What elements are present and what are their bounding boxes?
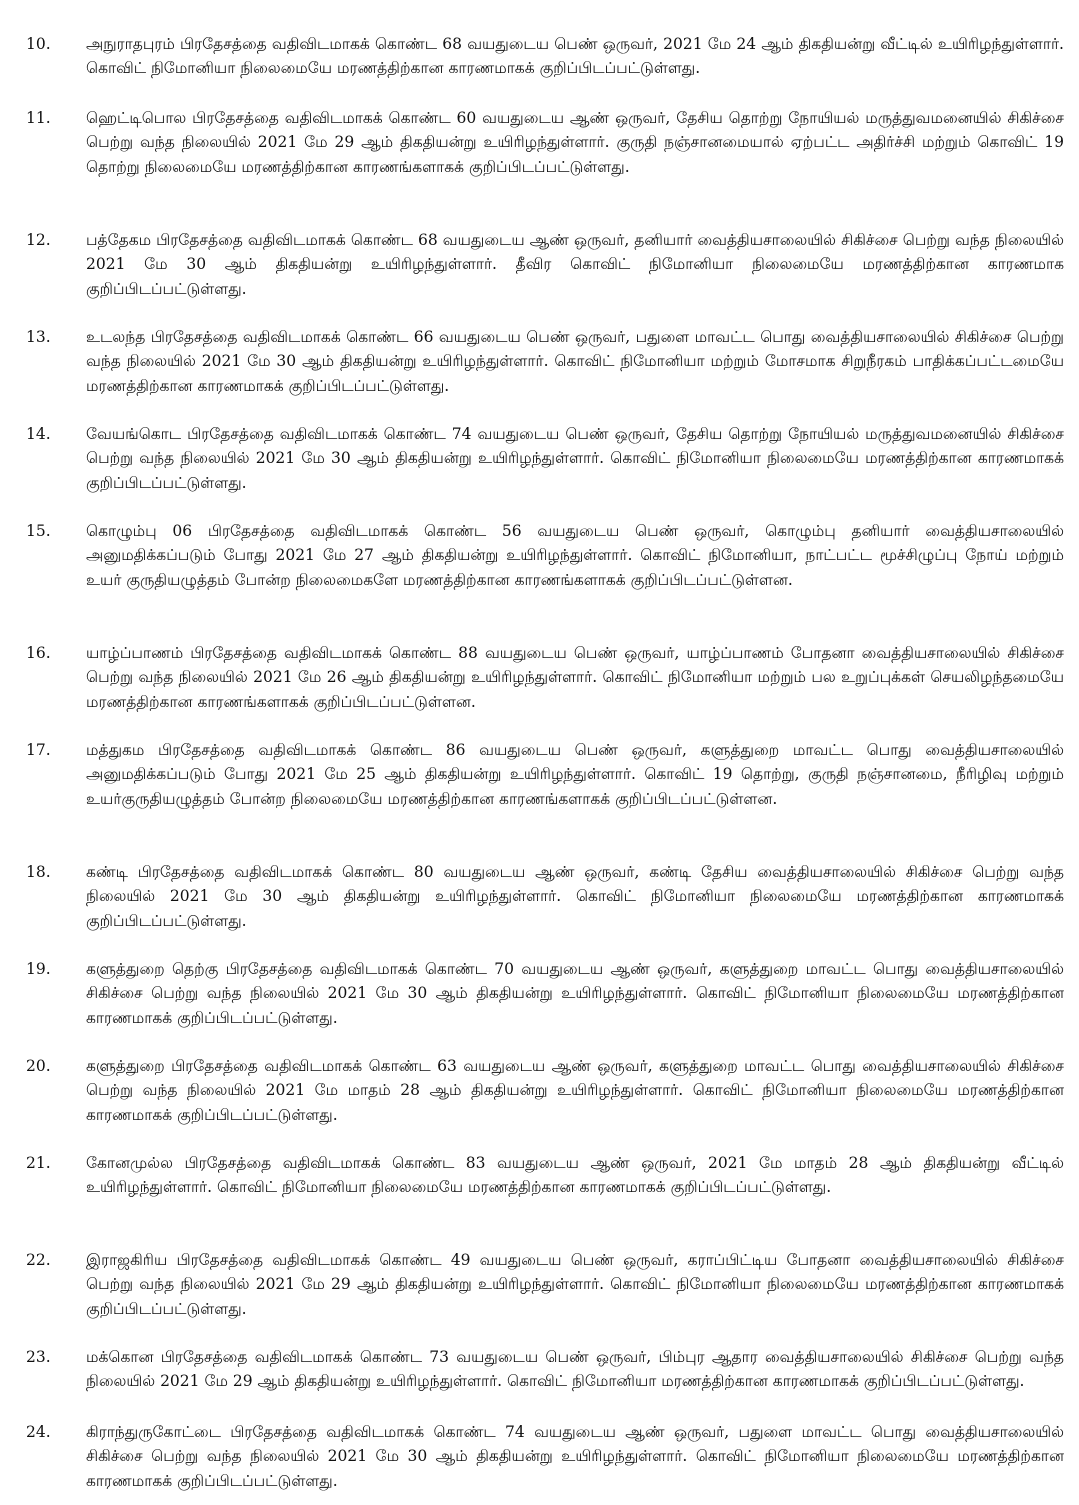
- item-number: 14.: [26, 425, 51, 443]
- item-number: 21.: [26, 1154, 51, 1172]
- list-item: [26, 1054, 1064, 1127]
- list-item: [26, 1345, 1064, 1394]
- list-item: [26, 228, 1064, 301]
- item-text: உடலந்த பிரதேசத்தை வதிவிடமாகக் கொண்ட 66 வயதுடைய பெண் ஒருவர், பதுளை மாவட்ட பொது வைத்தியசாலையில் சிகிச்சை பெற்று வந்த நிலையில் 2021 மே 30 ஆம் திகதியன்று உயிரிழந்துள்ளார். கொவிட் நிமோனியா மற்றும் மோசமாக சிறுநீரகம் பாதிக்கப்பட்டமையே மரணத்திற்கான காரணமாகக் குறிப்பிடப்பட்டுள்ளது.: [86, 328, 1064, 395]
- item-text: கிராந்துருகோட்டை பிரதேசத்தை வதிவிடமாகக் கொண்ட 74 வயதுடைய ஆண் ஒருவர், பதுளை மாவட்ட பொது வைத்தியசாலையில் சிகிச்சை பெற்று வந்த நிலையில் 2021 மே 30 ஆம் திகதியன்று உயிரிழந்துள்ளார். கொவிட் நிமோனியா நிலைமையே மரணத்திற்கான காரணமாகக் குறிப்பிடப்பட்டுள்ளது.: [86, 1423, 1064, 1490]
- list-item: [26, 860, 1064, 933]
- list-item: [26, 422, 1064, 495]
- list-item: [26, 519, 1064, 592]
- item-number: 20.: [26, 1057, 51, 1075]
- list-item: [26, 325, 1064, 398]
- list-item: [26, 738, 1064, 811]
- item-number: 24.: [26, 1423, 51, 1441]
- item-text: மக்கொன பிரதேசத்தை வதிவிடமாகக் கொண்ட 73 வயதுடைய பெண் ஒருவர், பிம்புர ஆதார வைத்தியசாலையில் சிகிச்சை பெற்று வந்த நிலையில் 2021 மே 29 ஆம் திகதியன்று உயிரிழந்துள்ளார். கொவிட் நிமோனியா மரணத்திற்கான காரணமாகக் குறிப்பிடப்பட்டுள்ளது.: [86, 1348, 1064, 1391]
- item-text: கொழும்பு 06 பிரதேசத்தை வதிவிடமாகக் கொண்ட 56 வயதுடைய பெண் ஒருவர், கொழும்பு தனியார் வைத்தியசாலையில் அனுமதிக்கப்படும் போது 2021 மே 27 ஆம் திகதியன்று உயிரிழந்துள்ளார். கொவிட் நிமோனியா, நாட்பட்ட மூச்சிழுப்பு நோய் மற்றும் உயர் குருதியழுத்தம் போன்ற நிலைமைகளே மரணத்திற்கான காரணங்களாகக் குறிப்பிடப்பட்டுள்ளன.: [86, 522, 1064, 589]
- item-number: 10.: [26, 35, 51, 53]
- list-item: [26, 32, 1064, 81]
- item-number: 23.: [26, 1348, 51, 1366]
- item-number: 16.: [26, 644, 51, 662]
- list-item: [26, 1420, 1064, 1493]
- list-item: [26, 106, 1064, 179]
- item-text: களுத்துறை பிரதேசத்தை வதிவிடமாகக் கொண்ட 63 வயதுடைய ஆண் ஒருவர், களுத்துறை மாவட்ட பொது வைத்தியசாலையில் சிகிச்சை பெற்று வந்த நிலையில் 2021 மே மாதம் 28 ஆம் திகதியன்று உயிரிழந்துள்ளார். கொவிட் நிமோனியா நிலைமையே மரணத்திற்கான காரணமாகக் குறிப்பிடப்பட்டுள்ளது.: [86, 1057, 1064, 1124]
- list-item: [26, 957, 1064, 1030]
- item-text: வேயங்கொட பிரதேசத்தை வதிவிடமாகக் கொண்ட 74 வயதுடைய பெண் ஒருவர், தேசிய தொற்று நோயியல் மருத்துவமனையில் சிகிச்சை பெற்று வந்த நிலையில் 2021 மே 30 ஆம் திகதியன்று உயிரிழந்துள்ளார். கொவிட் நிமோனியா நிலைமையே மரணத்திற்கான காரணமாகக் குறிப்பிடப்பட்டுள்ளது.: [86, 425, 1064, 492]
- list-item: [26, 1248, 1064, 1321]
- item-text: கண்டி பிரதேசத்தை வதிவிடமாகக் கொண்ட 80 வயதுடைய ஆண் ஒருவர், கண்டி தேசிய வைத்தியசாலையில் சிகிச்சை பெற்று வந்த நிலையில் 2021 மே 30 ஆம் திகதியன்று உயிரிழந்துள்ளார். கொவிட் நிமோனியா நிலைமையே மரணத்திற்கான காரணமாகக் குறிப்பிடப்பட்டுள்ளது.: [86, 863, 1064, 930]
- item-text: அநுராதபுரம் பிரதேசத்தை வதிவிடமாகக் கொண்ட 68 வயதுடைய பெண் ஒருவர், 2021 மே 24 ஆம் திகதியன்று வீட்டில் உயிரிழந்துள்ளார். கொவிட் நிமோனியா நிலைமையே மரணத்திற்கான காரணமாகக் குறிப்பிடப்பட்டுள்ளது.: [86, 35, 1064, 78]
- item-number: 12.: [26, 231, 51, 249]
- item-number: 17.: [26, 741, 51, 759]
- item-text: களுத்துறை தெற்கு பிரதேசத்தை வதிவிடமாகக் கொண்ட 70 வயதுடைய ஆண் ஒருவர், களுத்துறை மாவட்ட பொது வைத்தியசாலையில் சிகிச்சை பெற்று வந்த நிலையில் 2021 மே 30 ஆம் திகதியன்று உயிரிழந்துள்ளார். கொவிட் நிமோனியா நிலைமையே மரணத்திற்கான காரணமாகக் குறிப்பிடப்பட்டுள்ளது.: [86, 960, 1064, 1027]
- item-number: 13.: [26, 328, 51, 346]
- item-number: 19.: [26, 960, 51, 978]
- item-text: இராஜகிரிய பிரதேசத்தை வதிவிடமாகக் கொண்ட 49 வயதுடைய பெண் ஒருவர், கராப்பிட்டிய போதனா வைத்தியசாலையில் சிகிச்சை பெற்று வந்த நிலையில் 2021 மே 29 ஆம் திகதியன்று உயிரிழந்துள்ளார். கொவிட் நிமோனியா நிலைமையே மரணத்திற்கான காரணமாகக் குறிப்பிடப்பட்டுள்ளது.: [86, 1251, 1064, 1318]
- list-item: [26, 641, 1064, 714]
- item-text: பத்தேகம பிரதேசத்தை வதிவிடமாகக் கொண்ட 68 வயதுடைய ஆண் ஒருவர், தனியார் வைத்தியசாலையில் சிகிச்சை பெற்று வந்த நிலையில் 2021 மே 30 ஆம் திகதியன்று உயிரிழந்துள்ளார். தீவிர கொவிட் நிமோனியா நிலைமையே மரணத்திற்கான காரணமாக குறிப்பிடப்பட்டுள்ளது.: [86, 231, 1064, 298]
- item-number: 11.: [26, 109, 51, 127]
- item-number: 18.: [26, 863, 51, 881]
- item-text: மத்துகம பிரதேசத்தை வதிவிடமாகக் கொண்ட 86 வயதுடைய பெண் ஒருவர், களுத்துறை மாவட்ட பொது வைத்தியசாலையில் அனுமதிக்கப்படும் போது 2021 மே 25 ஆம் திகதியன்று உயிரிழந்துள்ளார். கொவிட் 19 தொற்று, குருதி நஞ்சானமை, நீரிழிவு மற்றும் உயர்குருதியழுத்தம் போன்ற நிலைமையே மரணத்திற்கான காரணங்களாகக் குறிப்பிடப்பட்டுள்ளன.: [86, 741, 1064, 808]
- item-text: ஹெட்டிபொல பிரதேசத்தை வதிவிடமாகக் கொண்ட 60 வயதுடைய ஆண் ஒருவர், தேசிய தொற்று நோயியல் மருத்துவமனையில் சிகிச்சை பெற்று வந்த நிலையில் 2021 மே 29 ஆம் திகதியன்று உயிரிழந்துள்ளார். குருதி நஞ்சானமையால் ஏற்பட்ட அதிர்ச்சி மற்றும் கொவிட் 19 தொற்று நிலைமையே மரணத்திற்கான காரணங்களாகக் குறிப்பிடப்பட்டுள்ளது.: [86, 109, 1064, 176]
- item-number: 22.: [26, 1251, 51, 1269]
- item-text: கோனமுல்ல பிரதேசத்தை வதிவிடமாகக் கொண்ட 83 வயதுடைய ஆண் ஒருவர், 2021 மே மாதம் 28 ஆம் திகதியன்று வீட்டில் உயிரிழந்துள்ளார். கொவிட் நிமோனியா நிலைமையே மரணத்திற்கான காரணமாகக் குறிப்பிடப்பட்டுள்ளது.: [86, 1154, 1064, 1197]
- item-text: யாழ்ப்பாணம் பிரதேசத்தை வதிவிடமாகக் கொண்ட 88 வயதுடைய பெண் ஒருவர், யாழ்ப்பாணம் போதனா வைத்தியசாலையில் சிகிச்சை பெற்று வந்த நிலையில் 2021 மே 26 ஆம் திகதியன்று உயிரிழந்துள்ளார். கொவிட் நிமோனியா மற்றும் பல உறுப்புக்கள் செயலிழந்தமையே மரணத்திற்கான காரணங்களாகக் குறிப்பிடப்பட்டுள்ளன.: [86, 644, 1064, 711]
- item-number: 15.: [26, 522, 51, 540]
- list-item: [26, 1151, 1064, 1200]
